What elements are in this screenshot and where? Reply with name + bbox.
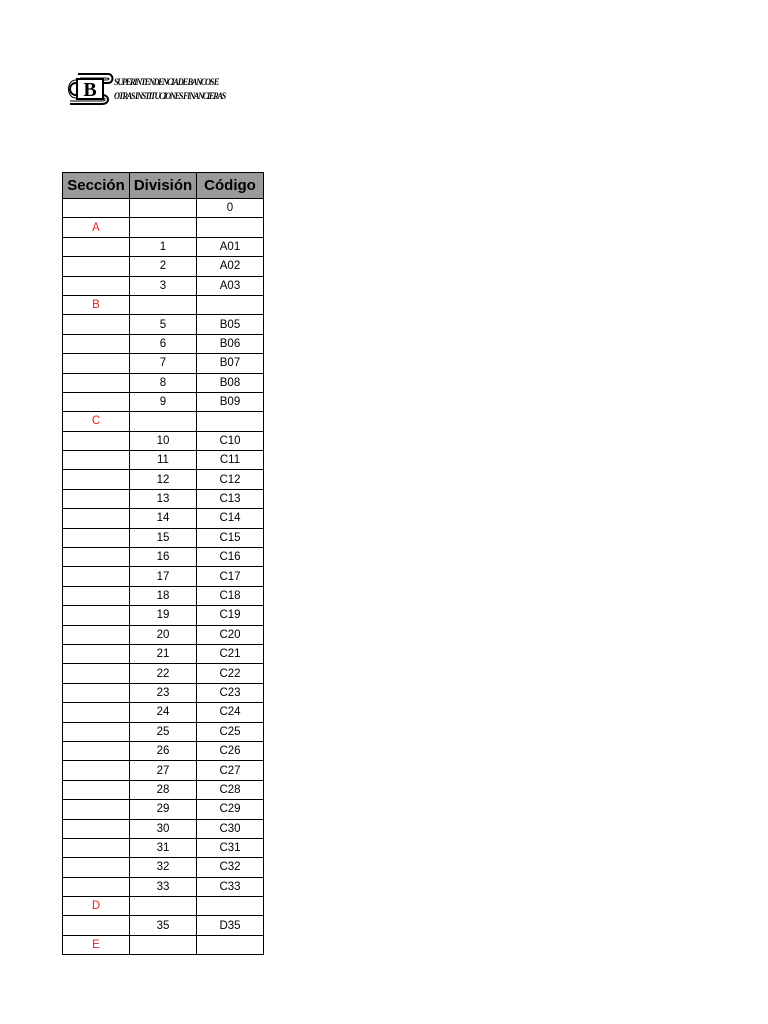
cell-codigo: A01 [197,237,264,256]
cell-seccion: D [63,897,130,916]
cell-seccion [63,315,130,334]
cell-codigo: B07 [197,354,264,373]
cell-division: 29 [130,800,197,819]
table-row [63,819,264,838]
cell-division: 16 [130,548,197,567]
cell-division [130,412,197,431]
cell-seccion [63,722,130,741]
cell-seccion [63,644,130,663]
cell-codigo: C24 [197,703,264,722]
cell-division [130,218,197,237]
table-row [63,334,264,353]
cell-codigo: C21 [197,644,264,663]
cell-seccion [63,509,130,528]
cell-seccion [63,334,130,353]
cell-seccion [63,276,130,295]
table-body [63,199,264,955]
cell-codigo: C13 [197,489,264,508]
cell-division: 18 [130,586,197,605]
cell-codigo: C26 [197,741,264,760]
table-row [63,412,264,431]
table-row [63,838,264,857]
cell-seccion [63,237,130,256]
cell-seccion [63,877,130,896]
table-row [63,877,264,896]
cell-seccion [63,431,130,450]
cell-seccion [63,586,130,605]
cell-codigo: C19 [197,606,264,625]
cell-division: 7 [130,354,197,373]
table-row [63,800,264,819]
table-row [63,935,264,954]
codes-table [62,172,264,955]
cell-seccion [63,858,130,877]
cell-seccion [63,548,130,567]
table-row [63,218,264,237]
cell-division: 17 [130,567,197,586]
table-row [63,664,264,683]
cell-codigo: B09 [197,392,264,411]
cell-seccion [63,703,130,722]
cell-seccion: A [63,218,130,237]
cell-codigo: C23 [197,683,264,702]
cell-division: 27 [130,761,197,780]
cell-seccion [63,683,130,702]
column-header-codigo: Código [197,173,264,199]
table-row [63,354,264,373]
logo-letter: B [83,79,97,101]
table-row [63,548,264,567]
cell-seccion [63,838,130,857]
cell-seccion [63,451,130,470]
table-row [63,489,264,508]
cell-codigo: C17 [197,567,264,586]
cell-division: 14 [130,509,197,528]
table-row [63,703,264,722]
cell-seccion [63,606,130,625]
table-row [63,625,264,644]
cell-division: 1 [130,237,197,256]
table-row [63,722,264,741]
cell-division: 22 [130,664,197,683]
cell-codigo [197,218,264,237]
cell-division: 21 [130,644,197,663]
cell-codigo: C33 [197,877,264,896]
column-header-seccion: Sección [63,173,130,199]
sb-logo-icon [64,71,114,107]
cell-division: 3 [130,276,197,295]
table-row [63,509,264,528]
table-row [63,528,264,547]
table-row [63,644,264,663]
cell-division: 32 [130,858,197,877]
cell-codigo: C31 [197,838,264,857]
cell-division: 2 [130,257,197,276]
cell-seccion [63,528,130,547]
cell-codigo: C20 [197,625,264,644]
cell-seccion [63,664,130,683]
table-header-row [63,173,264,199]
cell-division: 15 [130,528,197,547]
table-row [63,567,264,586]
cell-seccion [63,199,130,218]
cell-codigo: B08 [197,373,264,392]
cell-codigo [197,897,264,916]
cell-codigo: C29 [197,800,264,819]
table-row [63,858,264,877]
cell-seccion [63,625,130,644]
cell-division: 30 [130,819,197,838]
table-row [63,237,264,256]
cell-seccion [63,780,130,799]
table-row [63,295,264,314]
cell-codigo: B05 [197,315,264,334]
cell-seccion [63,567,130,586]
institution-name-line-1: SUPERINTENDENCIA DE BANCOS E [114,77,219,87]
cell-seccion [63,470,130,489]
cell-codigo: A03 [197,276,264,295]
cell-division: 11 [130,451,197,470]
cell-division: 8 [130,373,197,392]
cell-codigo: C27 [197,761,264,780]
table-row [63,315,264,334]
cell-seccion [63,800,130,819]
cell-seccion: E [63,935,130,954]
cell-division: 31 [130,838,197,857]
cell-division: 13 [130,489,197,508]
table-row [63,470,264,489]
cell-codigo: C32 [197,858,264,877]
cell-seccion [63,761,130,780]
cell-division [130,935,197,954]
cell-codigo: C22 [197,664,264,683]
cell-seccion [63,916,130,935]
cell-seccion [63,392,130,411]
cell-division: 12 [130,470,197,489]
table-row [63,431,264,450]
table-row [63,606,264,625]
cell-division: 24 [130,703,197,722]
cell-codigo: C10 [197,431,264,450]
cell-codigo: C30 [197,819,264,838]
table-row [63,916,264,935]
cell-division: 19 [130,606,197,625]
header-logo [64,71,274,107]
cell-codigo [197,935,264,954]
table-row [63,741,264,760]
table-row [63,199,264,218]
cell-codigo: C16 [197,548,264,567]
cell-codigo: C11 [197,451,264,470]
cell-seccion [63,819,130,838]
cell-division: 5 [130,315,197,334]
cell-codigo: C14 [197,509,264,528]
cell-codigo [197,412,264,431]
cell-division [130,295,197,314]
cell-division: 26 [130,741,197,760]
cell-division: 25 [130,722,197,741]
cell-seccion [63,257,130,276]
cell-codigo [197,295,264,314]
table-row [63,451,264,470]
cell-codigo: A02 [197,257,264,276]
cell-seccion: B [63,295,130,314]
cell-codigo: C12 [197,470,264,489]
cell-division: 9 [130,392,197,411]
cell-codigo: C25 [197,722,264,741]
table-row [63,586,264,605]
cell-codigo: 0 [197,199,264,218]
cell-division: 33 [130,877,197,896]
table-row [63,780,264,799]
cell-seccion: C [63,412,130,431]
cell-seccion [63,354,130,373]
cell-codigo: B06 [197,334,264,353]
table-row [63,392,264,411]
cell-codigo: C18 [197,586,264,605]
table-row [63,373,264,392]
cell-codigo: C28 [197,780,264,799]
table-row [63,683,264,702]
cell-codigo: C15 [197,528,264,547]
cell-division: 20 [130,625,197,644]
institution-name-line-2: OTRAS INSTITUCIONES FINANCIERAS [114,91,226,101]
cell-codigo: D35 [197,916,264,935]
institution-name [114,75,257,103]
cell-seccion [63,489,130,508]
cell-division [130,199,197,218]
cell-seccion [63,373,130,392]
column-header-division: División [130,173,197,199]
table-row [63,897,264,916]
cell-division: 10 [130,431,197,450]
cell-division: 6 [130,334,197,353]
cell-division [130,897,197,916]
cell-division: 23 [130,683,197,702]
table-row [63,761,264,780]
cell-division: 28 [130,780,197,799]
table-row [63,257,264,276]
cell-seccion [63,741,130,760]
table-row [63,276,264,295]
cell-division: 35 [130,916,197,935]
